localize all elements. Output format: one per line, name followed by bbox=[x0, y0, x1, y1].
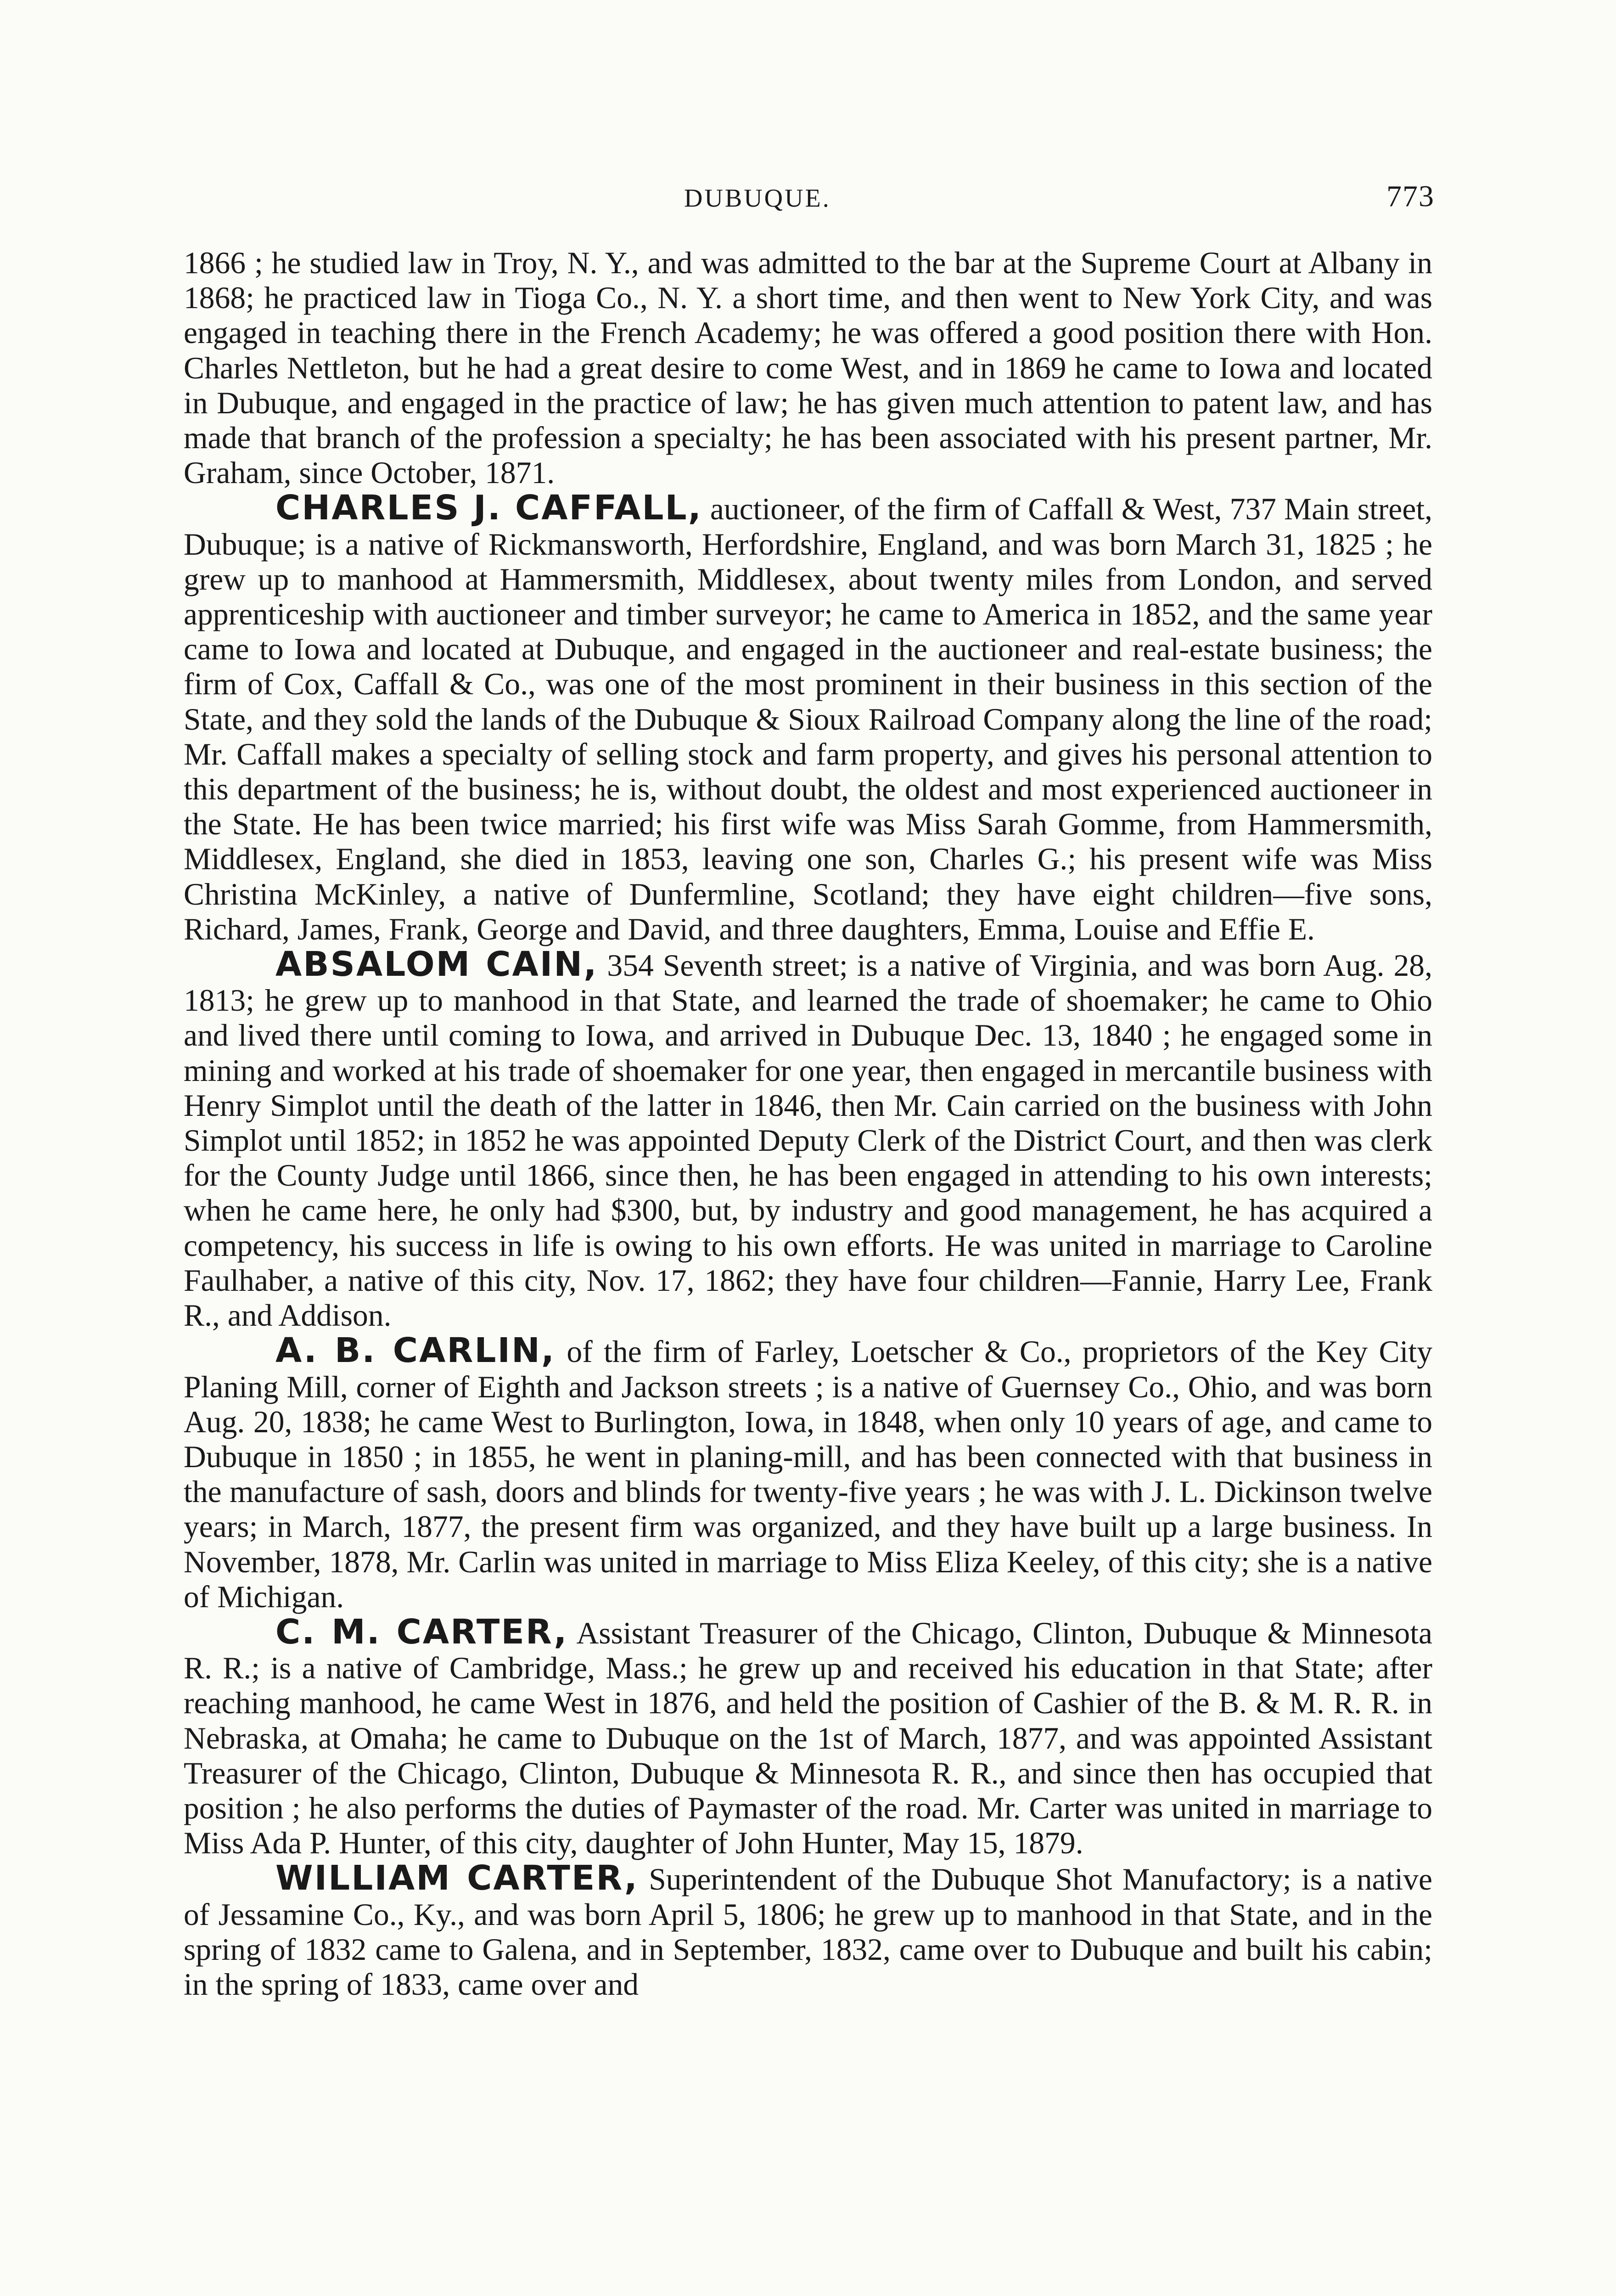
running-head: DUBUQUE. bbox=[684, 184, 831, 213]
body-text bbox=[184, 246, 1432, 2002]
page-number: 773 bbox=[1386, 180, 1435, 213]
entry-name: CHARLES J. CAFFALL, bbox=[275, 488, 702, 528]
entry-william-carter bbox=[184, 1858, 1432, 2002]
paragraph-text: 1866 ; he studied law in Troy, N. Y., and was admitted to the bar at the Supreme Court at Albany in 1868; he practiced law in Tioga Co., N. Y. a short time, and then went to New York City, and was engaged in teaching there in the French Academy; he was offered a good position there with Hon. Charles Nettleton, but he had a great desire to come West, and in 1869 he came to Iowa and located in Dubuque, and engaged in the practice of law; he has given much attention to patent law, and has made that branch of the profession a specialty; he has been associated with his present partner, Mr. Graham, since October, 1871. bbox=[184, 246, 1432, 490]
entry-name: ABSALOM CAIN, bbox=[275, 945, 598, 985]
paragraph-continuation bbox=[184, 246, 1432, 490]
entry-caffall bbox=[184, 490, 1432, 947]
entry-text: Assistant Treasurer of the Chicago, Clinton, Dubuque & Minnesota R. R.; is a native of Cambridge, Mass.; he grew up and received his education in that State; after reaching manhood, he came West in 1876, and held the position of Cashier of the B. & M. R. R. in Nebraska, at Omaha; he came to Dubuque on the 1st of March, 1877, and was appointed Assistant Treasurer of the Chicago, Clinton, Dubuque & Minnesota R. R., and since then has occupied that position ; he also performs the duties of Paymaster of the road. Mr. Carter was united in marriage to Miss Ada P. Hunter, of this city, daughter of John Hunter, May 15, 1879. bbox=[184, 1615, 1432, 1861]
entry-text: Superintendent of the Dubuque Shot Manufactory; is a native of Jessamine Co., Ky., and was born April 5, 1806; he grew up to manhood in that State, and in the spring of 1832 came to Galena, and in September, 1832, came over to Dubuque and built his cabin; in the spring of 1833, came over and bbox=[184, 1862, 1432, 2002]
entry-text: of the firm of Farley, Loetscher & Co., proprietors of the Key City Planing Mill, corner of Eighth and Jackson streets ; is a native of Guernsey Co., Ohio, and was born Aug. 20, 1838; he came West to Burlington, Iowa, in 1848, when only 10 years of age, and came to Dubuque in 1850 ; in 1855, he went in planing-mill, and has been connected with that business in the manufacture of sash, doors and blinds for twenty-five years ; he was with J. L. Dickinson twelve years; in March, 1877, the present firm was organized, and they have built up a large business. In November, 1878, Mr. Carlin was united in marriage to Miss Eliza Keeley, of this city; she is a native of Michigan. bbox=[184, 1334, 1432, 1614]
entry-name: WILLIAM CARTER, bbox=[275, 1858, 639, 1898]
entry-text: auctioneer, of the firm of Caffall & West, 737 Main street, Dubuque; is a native of Rickmansworth, Herfordshire, England, and was born March 31, 1825 ; he grew up to manhood at Hammersmith, Middlesex, about twenty miles from London, and served apprenticeship with auctioneer and timber surveyor; he came to America in 1852, and the same year came to Iowa and located at Dubuque, and engaged in the auctioneer and real-estate business; the firm of Cox, Caffall & Co., was one of the most prominent in their business in this section of the State, and they sold the lands of the Dubuque & Sioux Railroad Company along the line of the road; Mr. Caffall makes a specialty of selling stock and farm property, and gives his personal attention to this department of the business; he is, without doubt, the oldest and most experienced auctioneer in the State. He has been twice married; his first wife was Miss Sarah Gomme, from Hammersmith, Middlesex, England, she died in 1853, leaving one son, Charles G.; his present wife was Miss Christina McKinley, a native of Dunfermline, Scotland; they have eight children—five sons, Richard, James, Frank, George and David, and three daughters, Emma, Louise and Effie E. bbox=[184, 492, 1432, 946]
entry-c-m-carter bbox=[184, 1612, 1432, 1861]
entry-cain bbox=[184, 947, 1432, 1333]
entry-name: A. B. CARLIN, bbox=[275, 1331, 556, 1371]
entry-name: C. M. CARTER, bbox=[275, 1612, 568, 1652]
entry-text: 354 Seventh street; is a native of Virginia, and was born Aug. 28, 1813; he grew up to manhood in that State, and learned the trade of shoemaker; he came to Ohio and lived there until coming to Iowa, and arrived in Dubuque Dec. 13, 1840 ; he engaged some in mining and worked at his trade of shoemaker for one year, then engaged in mercantile business with Henry Simplot until the death of the latter in 1846, then Mr. Cain carried on the business with John Simplot until 1852; in 1852 he was appointed Deputy Clerk of the District Court, and then was clerk for the County Judge until 1866, since then, he has been engaged in attending to his own interests; when he came here, he only had $300, but, by industry and good management, he has acquired a competency, his success in life is owing to his own efforts. He was united in marriage to Caroline Faulhaber, a native of this city, Nov. 17, 1862; they have four children—Fannie, Harry Lee, Frank R., and Addison. bbox=[184, 948, 1432, 1333]
entry-carlin bbox=[184, 1333, 1432, 1615]
